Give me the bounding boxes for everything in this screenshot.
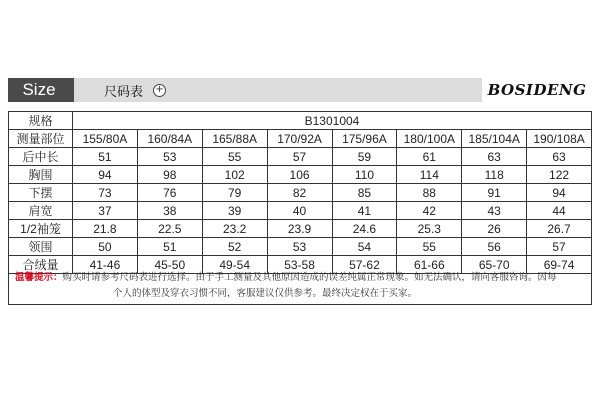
table-cell: 98 [137, 166, 202, 184]
table-cell: 57 [267, 148, 332, 166]
row-label: 下摆 [9, 184, 73, 202]
size-header: 190/108A [527, 130, 592, 148]
table-cell: 63 [462, 148, 527, 166]
size-table [8, 111, 592, 274]
notice-line-1: 购买时请参考尺码表进行选择。由于手工测量及其他原因造成的误差纯属正常现象。如无法确认，请向客服咨询。因每 [62, 272, 557, 283]
table-cell: 42 [397, 202, 462, 220]
table-cell: 44 [527, 202, 592, 220]
table-cell: 85 [332, 184, 397, 202]
table-cell: 91 [462, 184, 527, 202]
table-cell: 61-66 [397, 256, 462, 274]
table-header-row [9, 112, 592, 130]
notice-box [8, 269, 592, 305]
table-cell: 118 [462, 166, 527, 184]
table-cell: 56 [462, 238, 527, 256]
table-cell: 73 [73, 184, 138, 202]
table-cell: 50 [73, 238, 138, 256]
table-cell: 79 [202, 184, 267, 202]
table-cell: 41-46 [73, 256, 138, 274]
row-label: 胸围 [9, 166, 73, 184]
table-cell: 102 [202, 166, 267, 184]
size-header: 180/100A [397, 130, 462, 148]
header-bar [74, 78, 592, 102]
table-cell: 106 [267, 166, 332, 184]
table-cell: 57 [527, 238, 592, 256]
table-cell: 23.9 [267, 220, 332, 238]
table-row [9, 202, 592, 220]
table-cell: 94 [527, 184, 592, 202]
table-row [9, 184, 592, 202]
corner-measure-label: 测量部位 [9, 130, 73, 148]
table-cell: 37 [73, 202, 138, 220]
table-cell: 55 [397, 238, 462, 256]
table-cell: 53 [267, 238, 332, 256]
table-size-row [9, 130, 592, 148]
table-cell: 63 [527, 148, 592, 166]
table-cell: 52 [202, 238, 267, 256]
row-label: 1/2袖笼 [9, 220, 73, 238]
table-cell: 24.6 [332, 220, 397, 238]
model-number: B1301004 [73, 112, 592, 130]
table-cell: 38 [137, 202, 202, 220]
table-cell: 88 [397, 184, 462, 202]
chart-title: 尺码表 [104, 84, 144, 100]
table-cell: 49-54 [202, 256, 267, 274]
size-chart-header [8, 78, 592, 102]
table-cell: 59 [332, 148, 397, 166]
table-cell: 110 [332, 166, 397, 184]
size-header: 175/96A [332, 130, 397, 148]
table-cell: 54 [332, 238, 397, 256]
brand-logo: BOSIDENG [482, 78, 592, 102]
table-cell: 51 [137, 238, 202, 256]
table-row [9, 166, 592, 184]
table-row [9, 148, 592, 166]
size-header: 160/84A [137, 130, 202, 148]
size-header: 170/92A [267, 130, 332, 148]
row-label: 后中长 [9, 148, 73, 166]
table-cell: 69-74 [527, 256, 592, 274]
size-header: 185/104A [462, 130, 527, 148]
size-header: 165/88A [202, 130, 267, 148]
size-label: Size [8, 78, 74, 102]
table-cell: 45-50 [137, 256, 202, 274]
table-cell: 55 [202, 148, 267, 166]
table-cell: 39 [202, 202, 267, 220]
table-cell: 61 [397, 148, 462, 166]
table-cell: 114 [397, 166, 462, 184]
table-cell: 94 [73, 166, 138, 184]
table-cell: 53 [137, 148, 202, 166]
table-cell: 122 [527, 166, 592, 184]
notice-label: 温馨提示： [15, 272, 63, 283]
table-cell: 57-62 [332, 256, 397, 274]
row-label: 合绒量 [9, 256, 73, 274]
table-cell: 76 [137, 184, 202, 202]
corner-spec-label: 规格 [9, 112, 73, 130]
table-cell: 53-58 [267, 256, 332, 274]
table-cell: 25.3 [397, 220, 462, 238]
table-cell: 40 [267, 202, 332, 220]
table-cell: 26.7 [527, 220, 592, 238]
table-row [9, 220, 592, 238]
table-cell: 23.2 [202, 220, 267, 238]
table-cell: 43 [462, 202, 527, 220]
table-cell: 82 [267, 184, 332, 202]
table-cell: 22.5 [137, 220, 202, 238]
row-label: 肩宽 [9, 202, 73, 220]
notice-line-2: 个人的体型及穿衣习惯不同，客服建议仅供参考。最终决定权在于买家。 [113, 288, 418, 299]
size-header: 155/80A [73, 130, 138, 148]
table-cell: 65-70 [462, 256, 527, 274]
table-cell: 51 [73, 148, 138, 166]
table-cell: 21.8 [73, 220, 138, 238]
table-cell: 26 [462, 220, 527, 238]
table-cell: 41 [332, 202, 397, 220]
plus-circle-icon[interactable]: + [153, 84, 166, 97]
table-row [9, 238, 592, 256]
row-label: 领围 [9, 238, 73, 256]
